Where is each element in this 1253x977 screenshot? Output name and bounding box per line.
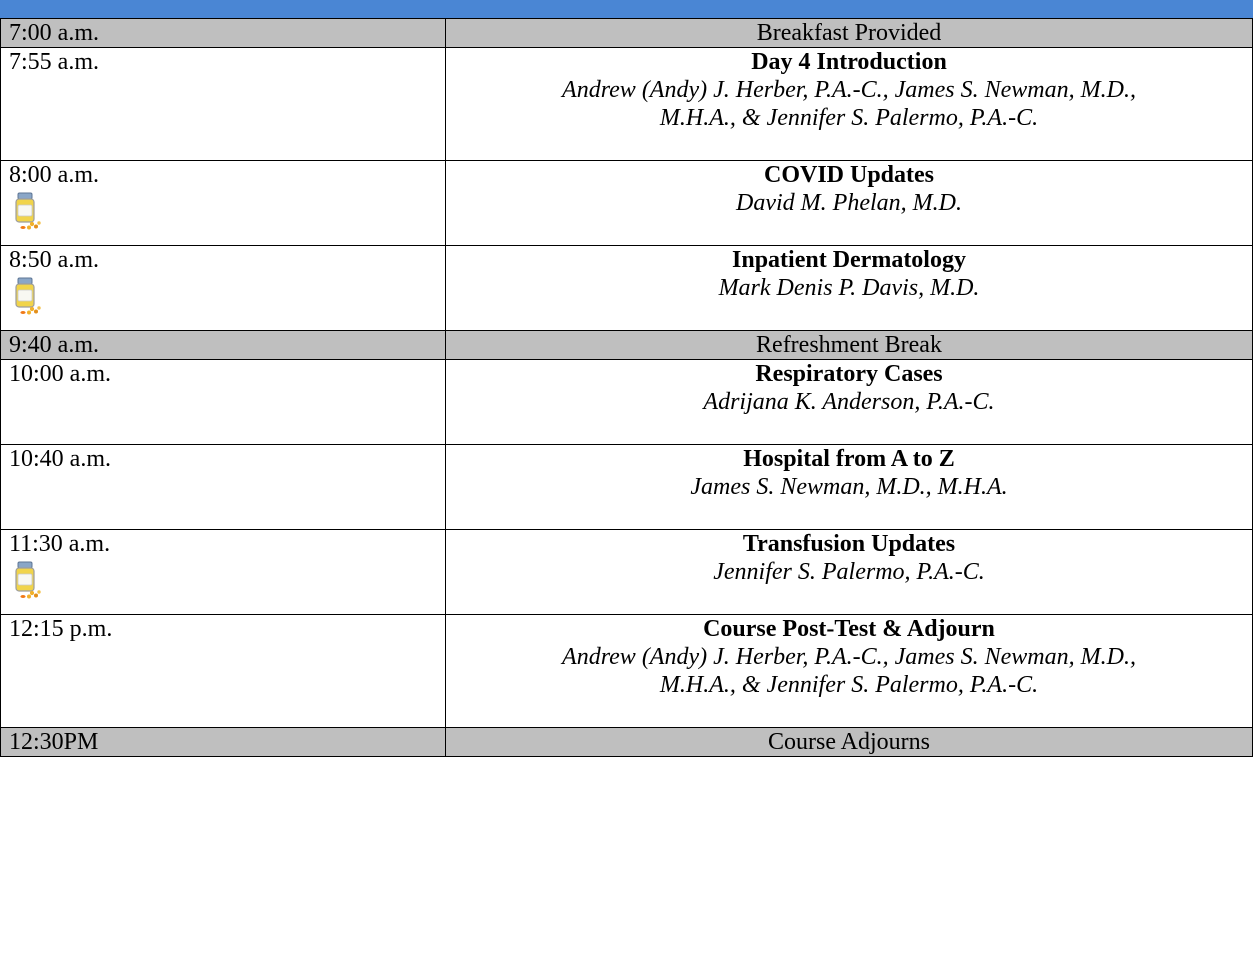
agenda-row-session (1, 161, 1253, 246)
session-speakers: James S. Newman, M.D., M.H.A. (690, 474, 1008, 500)
pill-bottle-icon (9, 560, 45, 602)
session-title: Course Post-Test & Adjourn (703, 616, 995, 642)
session-cell (446, 445, 1253, 530)
session-cell (446, 530, 1253, 615)
time-cell: 7:55 a.m. (1, 48, 446, 161)
session-speakers: M.H.A., & Jennifer S. Palermo, P.A.-C. (659, 105, 1039, 131)
time-label: 8:00 a.m. (9, 162, 99, 188)
session-title: Inpatient Dermatology (732, 247, 966, 273)
session-speakers: David M. Phelan, M.D. (736, 190, 962, 216)
agenda-row-session (1, 445, 1253, 530)
pill-bottle-icon (9, 276, 45, 318)
time-cell: 10:00 a.m. (1, 360, 446, 445)
session-speakers: Jennifer S. Palermo, P.A.-C. (713, 559, 985, 585)
pill-bottle-icon (9, 191, 45, 233)
break-label: Refreshment Break (446, 331, 1253, 360)
agenda-row-session (1, 530, 1253, 615)
time-label: 11:30 a.m. (9, 531, 111, 557)
agenda-row-break (1, 19, 1253, 48)
time-cell: 10:40 a.m. (1, 445, 446, 530)
time-cell: 12:30PM (1, 728, 446, 757)
agenda-row-break (1, 728, 1253, 757)
session-speakers: Andrew (Andy) J. Herber, P.A.-C., James S. Newman, M.D., (562, 644, 1136, 670)
agenda-row-break (1, 331, 1253, 360)
time-cell: 12:15 p.m. (1, 615, 446, 728)
session-speakers: Andrew (Andy) J. Herber, P.A.-C., James S. Newman, M.D., (562, 77, 1136, 103)
agenda-row-session (1, 48, 1253, 161)
session-cell (446, 615, 1253, 728)
session-title: COVID Updates (763, 162, 934, 188)
session-speakers: Adrijana K. Anderson, P.A.-C. (703, 389, 995, 415)
session-title: Day 4 Introduction (751, 49, 947, 75)
session-speakers: Mark Denis P. Davis, M.D. (718, 275, 980, 301)
time-cell (1, 246, 446, 331)
session-title: Transfusion Updates (742, 531, 956, 557)
break-label: Course Adjourns (446, 728, 1253, 757)
agenda-row-session (1, 246, 1253, 331)
session-cell (446, 48, 1253, 161)
header-band (0, 0, 1253, 20)
session-title: Hospital from A to Z (743, 446, 955, 472)
time-cell: 7:00 a.m. (1, 19, 446, 48)
time-cell (1, 161, 446, 246)
break-label: Breakfast Provided (446, 19, 1253, 48)
agenda-row-session (1, 360, 1253, 445)
session-speakers: M.H.A., & Jennifer S. Palermo, P.A.-C. (659, 672, 1039, 698)
time-cell (1, 530, 446, 615)
session-cell (446, 161, 1253, 246)
session-cell (446, 360, 1253, 445)
time-cell: 9:40 a.m. (1, 331, 446, 360)
session-title: Respiratory Cases (755, 361, 943, 387)
agenda-table (0, 18, 1253, 757)
agenda-row-session (1, 615, 1253, 728)
session-cell (446, 246, 1253, 331)
time-label: 8:50 a.m. (9, 247, 99, 273)
